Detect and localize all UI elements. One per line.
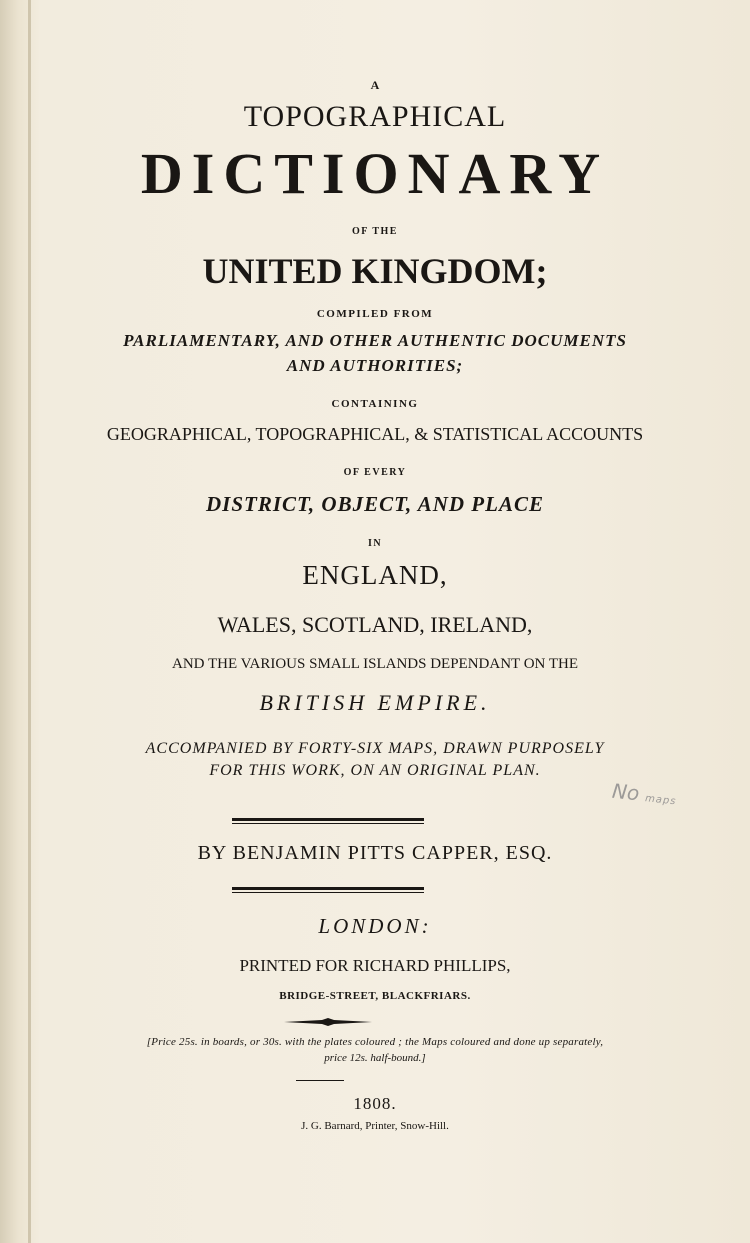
year-line: 1808.	[353, 1094, 397, 1113]
annotation-sub: maps	[644, 793, 677, 808]
empire-line: BRITISH EMPIRE.	[259, 690, 491, 715]
author-line: BY BENJAMIN PITTS CAPPER, ESQ.	[197, 842, 553, 864]
compiled-from: COMPILED FROM	[316, 308, 434, 320]
district-line: DISTRICT, OBJECT, AND PLACE	[205, 492, 544, 516]
islands-line: AND THE VARIOUS SMALL ISLANDS DEPENDANT ON THE	[172, 656, 578, 672]
ornamental-rule	[282, 1015, 374, 1029]
maps-line-1: ACCOMPANIED BY FORTY-SIX MAPS, DRAWN PURPOSELY	[145, 740, 605, 757]
short-rule	[296, 1080, 344, 1081]
title-line-3: UNITED KINGDOM;	[202, 251, 548, 291]
maps-line-2: FOR THIS WORK, ON AN ORIGINAL PLAN.	[209, 762, 541, 779]
of-every: OF EVERY	[343, 467, 407, 478]
containing: CONTAINING	[331, 398, 419, 410]
city-line: LONDON:	[318, 914, 432, 938]
double-rule-top	[232, 818, 424, 824]
sources-line-1: PARLIAMENTARY, AND OTHER AUTHENTIC DOCUMENTS	[123, 331, 627, 350]
of-the: OF THE	[352, 226, 398, 237]
printed-for-line: PRINTED FOR RICHARD PHILLIPS,	[239, 956, 511, 975]
printer-line: J. G. Barnard, Printer, Snow-Hill.	[301, 1120, 449, 1132]
price-line-2: price 12s. half-bound.]	[324, 1052, 426, 1064]
pencil-annotation	[611, 779, 678, 810]
article: A	[370, 78, 380, 92]
double-rule-bottom	[232, 887, 424, 893]
annotation-main: No	[610, 778, 641, 806]
price-line-1: [Price 25s. in boards, or 30s. with the plates coloured ; the Maps coloured and done up separately,	[146, 1036, 604, 1048]
countries-line: WALES, SCOTLAND, IRELAND,	[217, 612, 533, 637]
address-line: BRIDGE-STREET, BLACKFRIARS.	[279, 990, 471, 1002]
in-line: IN	[367, 538, 383, 549]
england-line: ENGLAND,	[302, 560, 448, 590]
title-line-2: DICTIONARY	[140, 141, 610, 206]
sources-line-2: AND AUTHORITIES;	[286, 356, 464, 375]
title-line-1: TOPOGRAPHICAL	[243, 100, 507, 133]
accounts-line: GEOGRAPHICAL, TOPOGRAPHICAL, & STATISTICAL ACCOUNTS	[106, 424, 644, 444]
